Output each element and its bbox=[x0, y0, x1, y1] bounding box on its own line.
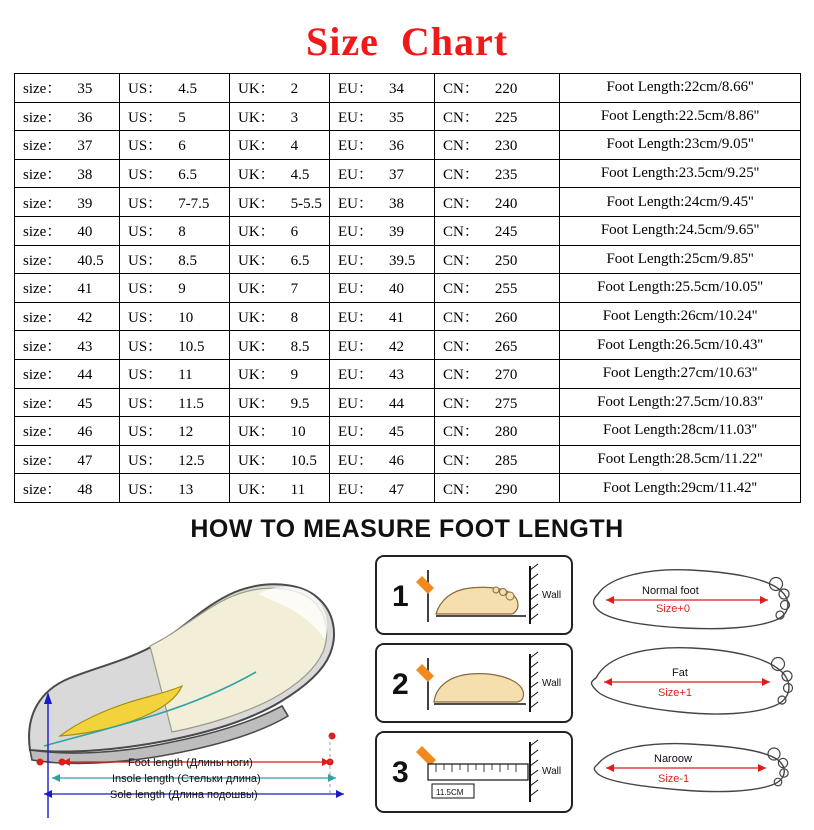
table-row bbox=[15, 274, 801, 303]
cell-us bbox=[120, 131, 230, 160]
cell-cn-value: 240 bbox=[494, 195, 518, 212]
cell-size bbox=[15, 74, 120, 103]
cell-us-label: US： bbox=[128, 81, 163, 98]
cell-us bbox=[120, 302, 230, 331]
cell-eu-label: EU： bbox=[338, 224, 373, 241]
cell-size-value: 35 bbox=[77, 81, 93, 98]
cell-uk-label: UK： bbox=[238, 224, 275, 241]
cell-eu bbox=[330, 474, 435, 503]
shoe-diagram bbox=[0, 550, 370, 820]
cell-size-value: 40 bbox=[77, 224, 93, 241]
step-3-measure-note: 11.5CM bbox=[436, 787, 464, 797]
cell-cn bbox=[435, 274, 560, 303]
cell-us-label: US： bbox=[128, 338, 163, 355]
cell-eu bbox=[330, 102, 435, 131]
cell-foot-length: Foot Length:25cm/9.85'' bbox=[560, 245, 801, 274]
cell-eu-label: EU： bbox=[338, 195, 373, 212]
cell-uk-label: UK： bbox=[238, 138, 275, 155]
cell-uk-label: UK： bbox=[238, 424, 275, 441]
cell-us bbox=[120, 474, 230, 503]
cell-size-label: size： bbox=[23, 310, 62, 327]
cell-us-label: US： bbox=[128, 310, 163, 327]
cell-uk-label: UK： bbox=[238, 367, 275, 384]
cell-uk bbox=[230, 245, 330, 274]
cell-foot-length: Foot Length:23cm/9.05'' bbox=[560, 131, 801, 160]
cell-us-value: 6.5 bbox=[178, 167, 197, 184]
cell-cn-value: 225 bbox=[494, 109, 518, 126]
cell-us-value: 6 bbox=[178, 138, 186, 155]
cell-us bbox=[120, 74, 230, 103]
cell-eu bbox=[330, 302, 435, 331]
cell-size-label: size： bbox=[23, 481, 62, 498]
cell-cn-value: 235 bbox=[494, 167, 518, 184]
cell-uk-value: 10 bbox=[290, 424, 306, 441]
table-row bbox=[15, 102, 801, 131]
cell-eu-label: EU： bbox=[338, 310, 373, 327]
cell-us-value: 10.5 bbox=[178, 338, 205, 355]
cell-us-label: US： bbox=[128, 109, 163, 126]
cell-uk-value: 8.5 bbox=[290, 338, 310, 355]
cell-us bbox=[120, 274, 230, 303]
title-word-size: Size bbox=[305, 19, 379, 64]
cell-size bbox=[15, 188, 120, 217]
cell-uk bbox=[230, 388, 330, 417]
cell-eu bbox=[330, 188, 435, 217]
cell-eu-value: 44 bbox=[389, 395, 404, 412]
cell-eu-value: 38 bbox=[389, 195, 404, 212]
cell-us bbox=[120, 388, 230, 417]
cell-us-label: US： bbox=[128, 395, 163, 412]
foot-type-narrow bbox=[594, 744, 788, 792]
cell-cn-value: 265 bbox=[494, 338, 518, 355]
cell-size-value: 40.5 bbox=[77, 252, 104, 269]
cell-uk-label: UK： bbox=[238, 481, 275, 498]
label-foot-length: Foot length (Длины ноги) bbox=[128, 756, 253, 769]
cell-cn-label: CN： bbox=[443, 367, 479, 384]
cell-us-value: 7-7.5 bbox=[178, 195, 210, 212]
step-1-wall-label: Wall bbox=[542, 589, 562, 601]
cell-uk-value: 6 bbox=[290, 224, 299, 241]
cell-eu bbox=[330, 74, 435, 103]
foot-types bbox=[580, 550, 814, 820]
cell-uk bbox=[230, 274, 330, 303]
cell-uk-value: 11 bbox=[290, 481, 306, 498]
cell-size bbox=[15, 445, 120, 474]
cell-size bbox=[15, 159, 120, 188]
howto-heading: HOW TO MEASURE FOOT LENGTH bbox=[190, 514, 624, 543]
cell-us-label: US： bbox=[128, 367, 163, 384]
cell-size-label: size： bbox=[23, 395, 62, 412]
cell-size-label: size： bbox=[23, 338, 62, 355]
cell-eu-label: EU： bbox=[338, 167, 373, 184]
cell-cn bbox=[435, 74, 560, 103]
cell-cn-label: CN： bbox=[443, 138, 479, 155]
cell-size-label: size： bbox=[23, 81, 62, 98]
cell-size-label: size： bbox=[23, 224, 62, 241]
cell-size bbox=[15, 216, 120, 245]
foot-type-2-name: Naroow bbox=[654, 752, 692, 765]
cell-eu-value: 40 bbox=[389, 281, 404, 298]
cell-us bbox=[120, 331, 230, 360]
cell-foot-length: Foot Length:22cm/8.66'' bbox=[560, 74, 801, 103]
cell-cn bbox=[435, 417, 560, 446]
foot-type-2-advice: Size-1 bbox=[658, 772, 690, 785]
cell-us bbox=[120, 445, 230, 474]
cell-eu-value: 36 bbox=[389, 138, 404, 155]
cell-us bbox=[120, 417, 230, 446]
cell-eu bbox=[330, 216, 435, 245]
cell-uk bbox=[230, 445, 330, 474]
cell-us bbox=[120, 188, 230, 217]
cell-us-value: 11.5 bbox=[178, 395, 204, 412]
foot-type-0-name: Normal foot bbox=[642, 584, 699, 597]
foot-type-normal bbox=[594, 570, 790, 629]
cell-foot-length: Foot Length:27.5cm/10.83'' bbox=[560, 388, 801, 417]
cell-size-label: size： bbox=[23, 252, 62, 269]
cell-cn-value: 275 bbox=[494, 395, 518, 412]
cell-foot-length: Foot Length:24cm/9.45'' bbox=[560, 188, 801, 217]
cell-eu-value: 43 bbox=[389, 367, 404, 384]
cell-cn-value: 290 bbox=[494, 481, 518, 498]
cell-cn-label: CN： bbox=[443, 338, 479, 355]
cell-size-label: size： bbox=[23, 167, 62, 184]
cell-eu-label: EU： bbox=[338, 109, 373, 126]
cell-eu bbox=[330, 388, 435, 417]
cell-uk-label: UK： bbox=[238, 81, 275, 98]
cell-eu bbox=[330, 445, 435, 474]
cell-foot-length: Foot Length:29cm/11.42'' bbox=[560, 474, 801, 503]
cell-cn-label: CN： bbox=[443, 481, 479, 498]
cell-cn bbox=[435, 388, 560, 417]
cell-eu-label: EU： bbox=[338, 395, 373, 412]
cell-cn-label: CN： bbox=[443, 224, 479, 241]
cell-size bbox=[15, 274, 120, 303]
cell-size-label: size： bbox=[23, 195, 62, 212]
cell-uk bbox=[230, 417, 330, 446]
cell-size-label: size： bbox=[23, 109, 62, 126]
cell-cn-value: 260 bbox=[494, 310, 518, 327]
cell-cn-value: 250 bbox=[494, 252, 518, 269]
cell-size bbox=[15, 131, 120, 160]
cell-eu-value: 47 bbox=[389, 481, 404, 498]
table-row bbox=[15, 445, 801, 474]
page-title bbox=[0, 0, 814, 73]
cell-eu bbox=[330, 417, 435, 446]
cell-us-label: US： bbox=[128, 195, 163, 212]
cell-foot-length: Foot Length:26.5cm/10.43'' bbox=[560, 331, 801, 360]
cell-size-value: 41 bbox=[77, 281, 93, 298]
cell-us bbox=[120, 159, 230, 188]
cell-uk-value: 4.5 bbox=[290, 167, 310, 184]
cell-uk-value: 3 bbox=[290, 109, 299, 126]
cell-uk-label: UK： bbox=[238, 252, 275, 269]
cell-size-value: 44 bbox=[77, 367, 93, 384]
cell-foot-length: Foot Length:26cm/10.24'' bbox=[560, 302, 801, 331]
cell-uk-label: UK： bbox=[238, 167, 275, 184]
cell-us-label: US： bbox=[128, 281, 163, 298]
cell-cn-value: 280 bbox=[494, 424, 518, 441]
cell-eu-value: 42 bbox=[389, 338, 404, 355]
cell-cn-label: CN： bbox=[443, 195, 479, 212]
cell-uk-value: 6.5 bbox=[290, 252, 310, 269]
cell-size-value: 43 bbox=[77, 338, 93, 355]
cell-cn bbox=[435, 331, 560, 360]
foot-type-fat bbox=[592, 648, 793, 714]
cell-us-label: US： bbox=[128, 224, 163, 241]
cell-size bbox=[15, 388, 120, 417]
cell-cn-label: CN： bbox=[443, 310, 479, 327]
cell-cn-label: CN： bbox=[443, 167, 479, 184]
cell-cn-value: 270 bbox=[494, 367, 518, 384]
cell-size-value: 47 bbox=[77, 453, 93, 470]
cell-cn-value: 255 bbox=[494, 281, 518, 298]
cell-uk-value: 10.5 bbox=[290, 453, 317, 470]
cell-cn-label: CN： bbox=[443, 109, 479, 126]
cell-cn bbox=[435, 245, 560, 274]
foot-type-0-advice: Size+0 bbox=[656, 602, 690, 615]
cell-cn-label: CN： bbox=[443, 252, 479, 269]
cell-size-value: 48 bbox=[77, 481, 93, 498]
cell-eu-label: EU： bbox=[338, 281, 373, 298]
cell-us-value: 9 bbox=[178, 281, 186, 298]
cell-size-label: size： bbox=[23, 367, 62, 384]
cell-size-value: 38 bbox=[77, 167, 93, 184]
cell-size bbox=[15, 302, 120, 331]
step-1 bbox=[376, 556, 572, 634]
size-table bbox=[14, 73, 801, 503]
cell-eu bbox=[330, 159, 435, 188]
cell-uk-value: 9 bbox=[290, 367, 299, 384]
cell-size-value: 42 bbox=[77, 310, 93, 327]
cell-uk bbox=[230, 131, 330, 160]
cell-us-value: 13 bbox=[178, 481, 194, 498]
table-row bbox=[15, 188, 801, 217]
table-row bbox=[15, 159, 801, 188]
cell-eu-value: 46 bbox=[389, 453, 404, 470]
cell-cn-label: CN： bbox=[443, 453, 479, 470]
cell-cn-label: CN： bbox=[443, 81, 479, 98]
cell-us-value: 8 bbox=[178, 224, 186, 241]
cell-size-label: size： bbox=[23, 281, 62, 298]
cell-us-label: US： bbox=[128, 453, 163, 470]
cell-uk-value: 7 bbox=[290, 281, 299, 298]
cell-uk-label: UK： bbox=[238, 109, 275, 126]
foot-types-svg bbox=[580, 550, 814, 820]
cell-size-label: size： bbox=[23, 453, 62, 470]
cell-uk bbox=[230, 331, 330, 360]
cell-eu-value: 34 bbox=[389, 81, 404, 98]
cell-cn bbox=[435, 188, 560, 217]
cell-us-label: US： bbox=[128, 138, 163, 155]
label-insole-length: Insole length (Стельки длина) bbox=[112, 772, 261, 785]
table-row bbox=[15, 74, 801, 103]
cell-uk bbox=[230, 216, 330, 245]
cell-cn-label: CN： bbox=[443, 281, 479, 298]
cell-eu-value: 35 bbox=[389, 109, 404, 126]
cell-eu bbox=[330, 331, 435, 360]
table-row bbox=[15, 331, 801, 360]
measure-steps-svg bbox=[370, 550, 580, 820]
cell-uk bbox=[230, 159, 330, 188]
cell-size-value: 45 bbox=[77, 395, 93, 412]
cell-eu-label: EU： bbox=[338, 338, 373, 355]
cell-size bbox=[15, 359, 120, 388]
cell-cn bbox=[435, 159, 560, 188]
cell-uk bbox=[230, 302, 330, 331]
cell-eu bbox=[330, 245, 435, 274]
cell-us-value: 11 bbox=[178, 367, 193, 384]
size-table-wrapper bbox=[14, 73, 800, 503]
cell-size-value: 37 bbox=[77, 138, 93, 155]
cell-uk-value: 4 bbox=[290, 138, 299, 155]
cell-cn bbox=[435, 216, 560, 245]
cell-cn-value: 220 bbox=[494, 81, 518, 98]
cell-us bbox=[120, 102, 230, 131]
cell-us-value: 12.5 bbox=[178, 453, 205, 470]
cell-uk-label: UK： bbox=[238, 310, 275, 327]
table-row bbox=[15, 245, 801, 274]
step-2-wall-label: Wall bbox=[542, 677, 562, 689]
cell-us-value: 5 bbox=[178, 109, 186, 126]
cell-size-label: size： bbox=[23, 138, 62, 155]
table-row bbox=[15, 302, 801, 331]
cell-eu bbox=[330, 274, 435, 303]
cell-us bbox=[120, 245, 230, 274]
table-row bbox=[15, 417, 801, 446]
cell-eu-label: EU： bbox=[338, 138, 373, 155]
cell-us bbox=[120, 216, 230, 245]
cell-eu bbox=[330, 131, 435, 160]
shoe-diagram-svg bbox=[0, 550, 370, 820]
step-3-number: 3 bbox=[392, 755, 409, 789]
cell-cn bbox=[435, 302, 560, 331]
table-row bbox=[15, 474, 801, 503]
cell-uk bbox=[230, 474, 330, 503]
cell-us-value: 4.5 bbox=[178, 81, 197, 98]
cell-us-value: 8.5 bbox=[178, 252, 197, 269]
cell-eu-value: 45 bbox=[389, 424, 404, 441]
step-1-number: 1 bbox=[392, 579, 409, 613]
cell-size bbox=[15, 474, 120, 503]
table-row bbox=[15, 388, 801, 417]
cell-us-label: US： bbox=[128, 424, 163, 441]
cell-uk-label: UK： bbox=[238, 281, 275, 298]
cell-us-label: US： bbox=[128, 167, 163, 184]
cell-uk-value: 5-5.5 bbox=[290, 195, 322, 212]
measure-illustrations bbox=[0, 550, 814, 820]
cell-uk bbox=[230, 359, 330, 388]
table-row bbox=[15, 216, 801, 245]
step-3-wall-label: Wall bbox=[542, 765, 562, 777]
cell-us-label: US： bbox=[128, 252, 163, 269]
cell-eu-label: EU： bbox=[338, 81, 373, 98]
cell-us-value: 10 bbox=[178, 310, 194, 327]
cell-size bbox=[15, 417, 120, 446]
step-3 bbox=[376, 732, 572, 812]
cell-cn bbox=[435, 102, 560, 131]
step-2 bbox=[376, 644, 572, 722]
cell-us-value: 12 bbox=[178, 424, 194, 441]
cell-foot-length: Foot Length:22.5cm/8.86'' bbox=[560, 102, 801, 131]
cell-uk bbox=[230, 188, 330, 217]
cell-eu-value: 41 bbox=[389, 310, 404, 327]
cell-size-value: 46 bbox=[77, 424, 93, 441]
foot-type-1-name: Fat bbox=[672, 666, 688, 679]
cell-foot-length: Foot Length:23.5cm/9.25'' bbox=[560, 159, 801, 188]
cell-eu-value: 37 bbox=[389, 167, 404, 184]
cell-eu-label: EU： bbox=[338, 424, 373, 441]
cell-foot-length: Foot Length:25.5cm/10.05'' bbox=[560, 274, 801, 303]
cell-eu-value: 39.5 bbox=[389, 252, 416, 269]
cell-size bbox=[15, 102, 120, 131]
cell-cn-value: 230 bbox=[494, 138, 518, 155]
foot-type-1-advice: Size+1 bbox=[658, 686, 692, 699]
cell-cn-label: CN： bbox=[443, 395, 479, 412]
label-sole-length: Sole length (Длина подошвы) bbox=[110, 788, 258, 801]
cell-size bbox=[15, 245, 120, 274]
cell-eu-value: 39 bbox=[389, 224, 404, 241]
cell-uk bbox=[230, 102, 330, 131]
cell-cn bbox=[435, 131, 560, 160]
cell-uk-value: 9.5 bbox=[290, 395, 310, 412]
cell-size-label: size： bbox=[23, 424, 62, 441]
cell-cn-value: 285 bbox=[494, 453, 518, 470]
cell-uk-label: UK： bbox=[238, 195, 275, 212]
cell-uk-label: UK： bbox=[238, 395, 275, 412]
measure-steps bbox=[370, 550, 580, 820]
cell-eu-label: EU： bbox=[338, 252, 373, 269]
table-row bbox=[15, 131, 801, 160]
cell-eu-label: EU： bbox=[338, 367, 373, 384]
cell-foot-length: Foot Length:28.5cm/11.22'' bbox=[560, 445, 801, 474]
cell-cn bbox=[435, 445, 560, 474]
cell-foot-length: Foot Length:28cm/11.03'' bbox=[560, 417, 801, 446]
cell-eu bbox=[330, 359, 435, 388]
cell-us-label: US： bbox=[128, 481, 163, 498]
cell-uk-label: UK： bbox=[238, 338, 275, 355]
cell-foot-length: Foot Length:24.5cm/9.65'' bbox=[560, 216, 801, 245]
step-2-number: 2 bbox=[392, 667, 409, 701]
cell-uk bbox=[230, 74, 330, 103]
cell-cn bbox=[435, 474, 560, 503]
cell-uk-label: UK： bbox=[238, 453, 275, 470]
cell-uk-value: 8 bbox=[290, 310, 299, 327]
cell-cn-value: 245 bbox=[494, 224, 518, 241]
cell-size bbox=[15, 331, 120, 360]
cell-us bbox=[120, 359, 230, 388]
cell-cn-label: CN： bbox=[443, 424, 479, 441]
cell-eu-label: EU： bbox=[338, 481, 373, 498]
table-row bbox=[15, 359, 801, 388]
cell-uk-value: 2 bbox=[290, 81, 299, 98]
title-word-chart: Chart bbox=[400, 19, 509, 64]
cell-size-value: 39 bbox=[77, 195, 93, 212]
cell-foot-length: Foot Length:27cm/10.63'' bbox=[560, 359, 801, 388]
cell-size-value: 36 bbox=[77, 109, 93, 126]
cell-cn bbox=[435, 359, 560, 388]
cell-eu-label: EU： bbox=[338, 453, 373, 470]
